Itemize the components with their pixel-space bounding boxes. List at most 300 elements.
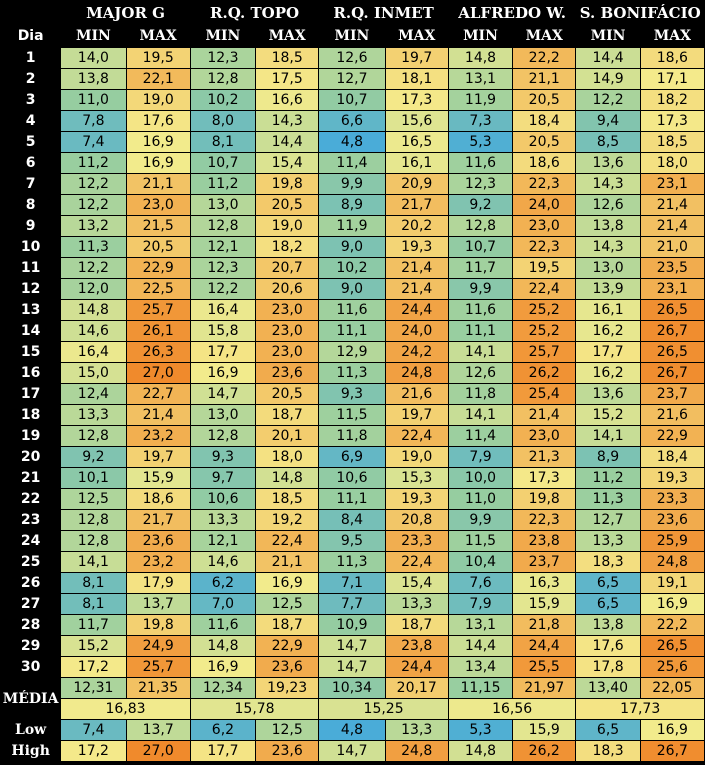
min-temperature-cell: 7,3 (448, 111, 512, 132)
day-row (1, 216, 705, 237)
day-number: 17 (1, 384, 61, 405)
day-row (1, 447, 705, 468)
min-temperature-cell: 11,2 (190, 174, 255, 195)
min-temperature-cell: 11,9 (319, 216, 385, 237)
max-temperature-cell: 17,9 (126, 573, 190, 594)
min-temperature-cell: 6,2 (190, 573, 255, 594)
max-temperature-cell: 26,5 (640, 636, 704, 657)
high-value: 23,6 (256, 741, 319, 762)
max-temperature-cell: 21,4 (513, 405, 576, 426)
min-temperature-cell: 11,1 (319, 321, 385, 342)
max-temperature-cell: 20,1 (256, 426, 319, 447)
media-value: 21,97 (513, 678, 576, 699)
min-temperature-cell: 12,8 (61, 531, 126, 552)
min-header: MIN (576, 25, 640, 48)
max-temperature-cell: 17,1 (640, 69, 704, 90)
min-temperature-cell: 6,9 (319, 447, 385, 468)
min-temperature-cell: 10,6 (190, 489, 255, 510)
high-value: 24,8 (385, 741, 448, 762)
max-temperature-cell: 26,1 (126, 321, 190, 342)
day-number: 6 (1, 153, 61, 174)
day-row (1, 531, 705, 552)
min-temperature-cell: 8,5 (576, 132, 640, 153)
media-value: 11,15 (448, 678, 512, 699)
max-temperature-cell: 18,6 (513, 153, 576, 174)
max-temperature-cell: 18,0 (256, 447, 319, 468)
day-number: 28 (1, 615, 61, 636)
min-temperature-cell: 8,1 (61, 594, 126, 615)
min-temperature-cell: 13,9 (576, 279, 640, 300)
low-value: 4,8 (319, 720, 385, 741)
max-temperature-cell: 17,3 (640, 111, 704, 132)
min-temperature-cell: 8,1 (61, 573, 126, 594)
min-temperature-cell: 11,8 (448, 384, 512, 405)
max-temperature-cell: 21,1 (513, 69, 576, 90)
media-label: MÉDIA (1, 678, 61, 720)
day-row (1, 153, 705, 174)
min-temperature-cell: 12,3 (190, 48, 255, 69)
day-number: 20 (1, 447, 61, 468)
day-row (1, 363, 705, 384)
day-row (1, 636, 705, 657)
max-temperature-cell: 14,4 (256, 132, 319, 153)
min-temperature-cell: 7,1 (319, 573, 385, 594)
min-temperature-cell: 13,1 (448, 69, 512, 90)
min-header: MIN (61, 25, 126, 48)
min-temperature-cell: 8,0 (190, 111, 255, 132)
max-temperature-cell: 20,2 (385, 216, 448, 237)
min-temperature-cell: 9,9 (448, 279, 512, 300)
station-header: R.Q. INMET (319, 1, 449, 25)
max-temperature-cell: 19,3 (385, 489, 448, 510)
max-temperature-cell: 26,3 (126, 342, 190, 363)
min-temperature-cell: 14,7 (319, 636, 385, 657)
low-row (1, 720, 705, 741)
min-header: MIN (448, 25, 512, 48)
max-temperature-cell: 18,5 (640, 132, 704, 153)
day-number: 19 (1, 426, 61, 447)
min-temperature-cell: 10,6 (319, 468, 385, 489)
max-temperature-cell: 20,5 (126, 237, 190, 258)
min-temperature-cell: 8,4 (319, 510, 385, 531)
day-row (1, 573, 705, 594)
max-temperature-cell: 19,7 (385, 48, 448, 69)
day-row (1, 237, 705, 258)
minmax-header-row (1, 25, 705, 48)
max-temperature-cell: 26,2 (513, 363, 576, 384)
max-temperature-cell: 22,5 (126, 279, 190, 300)
max-temperature-cell: 23,0 (513, 216, 576, 237)
max-temperature-cell: 21,6 (385, 384, 448, 405)
max-temperature-cell: 22,3 (513, 510, 576, 531)
min-temperature-cell: 14,9 (576, 69, 640, 90)
max-temperature-cell: 17,5 (256, 69, 319, 90)
max-temperature-cell: 21,1 (256, 552, 319, 573)
min-temperature-cell: 12,2 (576, 90, 640, 111)
low-value: 16,9 (640, 720, 704, 741)
max-temperature-cell: 22,2 (513, 48, 576, 69)
media-value: 12,31 (61, 678, 126, 699)
max-temperature-cell: 18,6 (640, 48, 704, 69)
low-label: Low (1, 720, 61, 741)
min-temperature-cell: 9,2 (448, 195, 512, 216)
media-value: 21,35 (126, 678, 190, 699)
day-number: 14 (1, 321, 61, 342)
day-row (1, 426, 705, 447)
min-temperature-cell: 12,7 (319, 69, 385, 90)
min-temperature-cell: 17,8 (576, 657, 640, 678)
min-temperature-cell: 13,0 (190, 405, 255, 426)
max-temperature-cell: 16,9 (640, 594, 704, 615)
max-temperature-cell: 24,9 (126, 636, 190, 657)
media-value: 20,17 (385, 678, 448, 699)
min-temperature-cell: 11,9 (448, 90, 512, 111)
min-temperature-cell: 12,7 (576, 510, 640, 531)
max-temperature-cell: 21,4 (385, 279, 448, 300)
day-number: 3 (1, 90, 61, 111)
min-temperature-cell: 12,8 (190, 426, 255, 447)
max-temperature-cell: 23,0 (126, 195, 190, 216)
max-header: MAX (513, 25, 576, 48)
max-temperature-cell: 18,2 (640, 90, 704, 111)
min-temperature-cell: 12,2 (61, 195, 126, 216)
min-temperature-cell: 4,8 (319, 132, 385, 153)
min-temperature-cell: 10,1 (61, 468, 126, 489)
min-temperature-cell: 13,0 (190, 195, 255, 216)
max-temperature-cell: 13,7 (126, 594, 190, 615)
media-value: 22,05 (640, 678, 704, 699)
max-temperature-cell: 22,9 (256, 636, 319, 657)
max-temperature-cell: 19,5 (126, 48, 190, 69)
max-temperature-cell: 22,7 (126, 384, 190, 405)
day-row (1, 657, 705, 678)
day-number: 9 (1, 216, 61, 237)
max-temperature-cell: 16,6 (256, 90, 319, 111)
max-temperature-cell: 23,2 (126, 552, 190, 573)
min-temperature-cell: 10,7 (319, 90, 385, 111)
min-temperature-cell: 14,7 (190, 384, 255, 405)
max-temperature-cell: 25,2 (513, 321, 576, 342)
max-temperature-cell: 20,7 (256, 258, 319, 279)
low-value: 13,3 (385, 720, 448, 741)
day-row (1, 552, 705, 573)
media-value: 13,40 (576, 678, 640, 699)
min-temperature-cell: 6,5 (576, 573, 640, 594)
max-temperature-cell: 19,2 (256, 510, 319, 531)
min-temperature-cell: 10,9 (319, 615, 385, 636)
min-temperature-cell: 9,0 (319, 279, 385, 300)
day-number: 12 (1, 279, 61, 300)
min-temperature-cell: 9,7 (190, 468, 255, 489)
min-temperature-cell: 14,4 (448, 636, 512, 657)
max-temperature-cell: 21,5 (126, 216, 190, 237)
max-temperature-cell: 21,7 (385, 195, 448, 216)
media-value: 10,34 (319, 678, 385, 699)
station-average: 15,78 (190, 699, 319, 720)
min-temperature-cell: 13,8 (576, 216, 640, 237)
high-value: 14,8 (448, 741, 512, 762)
low-value: 15,9 (513, 720, 576, 741)
max-temperature-cell: 19,8 (126, 615, 190, 636)
day-row (1, 321, 705, 342)
max-temperature-cell: 19,0 (256, 216, 319, 237)
min-temperature-cell: 14,6 (61, 321, 126, 342)
max-temperature-cell: 18,6 (126, 489, 190, 510)
min-temperature-cell: 11,7 (448, 258, 512, 279)
max-temperature-cell: 18,5 (256, 489, 319, 510)
min-temperature-cell: 15,2 (61, 636, 126, 657)
day-number: 29 (1, 636, 61, 657)
min-temperature-cell: 11,6 (319, 300, 385, 321)
min-temperature-cell: 11,4 (448, 426, 512, 447)
media-average-row (1, 699, 705, 720)
min-temperature-cell: 15,2 (576, 405, 640, 426)
max-temperature-cell: 25,4 (513, 384, 576, 405)
min-temperature-cell: 15,0 (61, 363, 126, 384)
day-number: 16 (1, 363, 61, 384)
max-temperature-cell: 21,4 (385, 258, 448, 279)
min-temperature-cell: 12,3 (190, 258, 255, 279)
min-temperature-cell: 11,6 (190, 615, 255, 636)
max-temperature-cell: 23,1 (640, 279, 704, 300)
min-temperature-cell: 16,9 (190, 657, 255, 678)
min-temperature-cell: 8,1 (190, 132, 255, 153)
min-temperature-cell: 8,9 (576, 447, 640, 468)
min-temperature-cell: 12,3 (448, 174, 512, 195)
day-number: 22 (1, 489, 61, 510)
max-temperature-cell: 25,7 (126, 657, 190, 678)
low-value: 12,5 (256, 720, 319, 741)
min-temperature-cell: 10,4 (448, 552, 512, 573)
min-temperature-cell: 11,3 (61, 237, 126, 258)
day-row (1, 174, 705, 195)
max-temperature-cell: 22,4 (256, 531, 319, 552)
max-temperature-cell: 15,3 (385, 468, 448, 489)
max-temperature-cell: 24,8 (640, 552, 704, 573)
max-temperature-cell: 18,7 (256, 615, 319, 636)
day-number: 13 (1, 300, 61, 321)
max-temperature-cell: 24,4 (385, 657, 448, 678)
max-temperature-cell: 19,8 (513, 489, 576, 510)
max-temperature-cell: 25,9 (640, 531, 704, 552)
low-value: 7,4 (61, 720, 126, 741)
max-temperature-cell: 16,1 (385, 153, 448, 174)
day-row (1, 489, 705, 510)
station-average: 17,73 (576, 699, 705, 720)
min-temperature-cell: 14,1 (61, 552, 126, 573)
max-temperature-cell: 23,0 (256, 342, 319, 363)
min-temperature-cell: 11,0 (61, 90, 126, 111)
max-temperature-cell: 24,0 (385, 321, 448, 342)
max-temperature-cell: 15,9 (126, 468, 190, 489)
max-temperature-cell: 23,0 (256, 300, 319, 321)
day-number: 23 (1, 510, 61, 531)
day-number: 1 (1, 48, 61, 69)
max-temperature-cell: 17,3 (513, 468, 576, 489)
max-temperature-cell: 26,7 (640, 321, 704, 342)
min-temperature-cell: 12,6 (448, 363, 512, 384)
min-temperature-cell: 9,5 (319, 531, 385, 552)
max-temperature-cell: 20,9 (385, 174, 448, 195)
max-temperature-cell: 25,7 (126, 300, 190, 321)
day-row (1, 615, 705, 636)
day-number: 5 (1, 132, 61, 153)
max-temperature-cell: 21,1 (126, 174, 190, 195)
day-number: 10 (1, 237, 61, 258)
max-temperature-cell: 14,3 (256, 111, 319, 132)
max-temperature-cell: 21,0 (640, 237, 704, 258)
day-row (1, 594, 705, 615)
day-row (1, 90, 705, 111)
max-temperature-cell: 24,0 (513, 195, 576, 216)
max-temperature-cell: 18,5 (256, 48, 319, 69)
media-value: 19,23 (256, 678, 319, 699)
min-temperature-cell: 9,9 (319, 174, 385, 195)
max-temperature-cell: 20,5 (256, 384, 319, 405)
max-temperature-cell: 19,7 (385, 405, 448, 426)
max-temperature-cell: 22,9 (640, 426, 704, 447)
max-temperature-cell: 16,5 (385, 132, 448, 153)
day-row (1, 132, 705, 153)
day-row (1, 69, 705, 90)
min-temperature-cell: 16,2 (576, 363, 640, 384)
min-temperature-cell: 11,7 (61, 615, 126, 636)
min-temperature-cell: 7,9 (448, 447, 512, 468)
high-value: 17,2 (61, 741, 126, 762)
day-row (1, 279, 705, 300)
max-temperature-cell: 25,6 (640, 657, 704, 678)
min-temperature-cell: 13,6 (576, 384, 640, 405)
max-temperature-cell: 20,5 (513, 90, 576, 111)
min-temperature-cell: 16,4 (61, 342, 126, 363)
day-row (1, 510, 705, 531)
station-average: 15,25 (319, 699, 449, 720)
media-value: 12,34 (190, 678, 255, 699)
day-number: 2 (1, 69, 61, 90)
min-temperature-cell: 13,0 (576, 258, 640, 279)
min-temperature-cell: 13,4 (448, 657, 512, 678)
min-temperature-cell: 14,6 (190, 552, 255, 573)
max-temperature-cell: 23,0 (513, 426, 576, 447)
min-temperature-cell: 17,7 (190, 342, 255, 363)
max-temperature-cell: 22,9 (126, 258, 190, 279)
max-temperature-cell: 19,8 (256, 174, 319, 195)
min-temperature-cell: 14,8 (448, 48, 512, 69)
corner-cell (1, 1, 61, 25)
max-temperature-cell: 26,7 (640, 363, 704, 384)
min-temperature-cell: 14,3 (576, 174, 640, 195)
min-temperature-cell: 10,7 (190, 153, 255, 174)
min-temperature-cell: 11,3 (319, 363, 385, 384)
max-temperature-cell: 15,4 (256, 153, 319, 174)
min-temperature-cell: 14,7 (319, 657, 385, 678)
min-temperature-cell: 8,9 (319, 195, 385, 216)
day-number: 25 (1, 552, 61, 573)
min-temperature-cell: 14,1 (576, 426, 640, 447)
max-temperature-cell: 21,3 (513, 447, 576, 468)
min-temperature-cell: 11,2 (576, 468, 640, 489)
min-temperature-cell: 7,7 (319, 594, 385, 615)
max-temperature-cell: 18,4 (513, 111, 576, 132)
max-temperature-cell: 14,8 (256, 468, 319, 489)
max-temperature-cell: 16,9 (126, 132, 190, 153)
min-temperature-cell: 12,9 (319, 342, 385, 363)
max-temperature-cell: 26,5 (640, 300, 704, 321)
min-temperature-cell: 13,1 (448, 615, 512, 636)
media-row (1, 678, 705, 699)
min-temperature-cell: 11,6 (448, 153, 512, 174)
max-temperature-cell: 21,4 (640, 216, 704, 237)
high-value: 26,2 (513, 741, 576, 762)
max-temperature-cell: 21,7 (126, 510, 190, 531)
max-temperature-cell: 19,7 (126, 447, 190, 468)
min-temperature-cell: 16,2 (576, 321, 640, 342)
min-temperature-cell: 12,8 (61, 426, 126, 447)
min-header: MIN (319, 25, 385, 48)
max-temperature-cell: 17,6 (126, 111, 190, 132)
min-temperature-cell: 11,8 (319, 426, 385, 447)
max-temperature-cell: 23,6 (256, 363, 319, 384)
max-temperature-cell: 23,2 (126, 426, 190, 447)
min-temperature-cell: 13,8 (61, 69, 126, 90)
min-temperature-cell: 12,1 (190, 531, 255, 552)
min-temperature-cell: 13,8 (576, 615, 640, 636)
max-temperature-cell: 20,6 (256, 279, 319, 300)
min-temperature-cell: 10,2 (190, 90, 255, 111)
high-value: 17,7 (190, 741, 255, 762)
min-temperature-cell: 14,8 (61, 300, 126, 321)
day-number: 4 (1, 111, 61, 132)
min-temperature-cell: 14,3 (576, 237, 640, 258)
min-temperature-cell: 5,3 (448, 132, 512, 153)
min-temperature-cell: 7,0 (190, 594, 255, 615)
max-temperature-cell: 24,4 (513, 636, 576, 657)
min-header: MIN (190, 25, 255, 48)
station-header: ALFREDO W. (448, 1, 576, 25)
day-row (1, 342, 705, 363)
min-temperature-cell: 11,1 (448, 321, 512, 342)
day-number: 15 (1, 342, 61, 363)
day-number: 30 (1, 657, 61, 678)
max-temperature-cell: 25,5 (513, 657, 576, 678)
min-temperature-cell: 11,3 (319, 552, 385, 573)
day-number: 18 (1, 405, 61, 426)
max-temperature-cell: 22,2 (640, 615, 704, 636)
min-temperature-cell: 7,6 (448, 573, 512, 594)
max-temperature-cell: 22,3 (513, 237, 576, 258)
max-temperature-cell: 19,3 (640, 468, 704, 489)
max-temperature-cell: 18,0 (640, 153, 704, 174)
max-temperature-cell: 16,9 (256, 573, 319, 594)
day-row (1, 384, 705, 405)
max-temperature-cell: 22,4 (513, 279, 576, 300)
day-number: 26 (1, 573, 61, 594)
max-temperature-cell: 21,6 (640, 405, 704, 426)
max-header: MAX (126, 25, 190, 48)
min-temperature-cell: 18,3 (576, 552, 640, 573)
max-temperature-cell: 12,5 (256, 594, 319, 615)
min-temperature-cell: 7,4 (61, 132, 126, 153)
max-temperature-cell: 18,7 (256, 405, 319, 426)
min-temperature-cell: 14,1 (448, 405, 512, 426)
day-number: 21 (1, 468, 61, 489)
station-average: 16,83 (61, 699, 191, 720)
max-temperature-cell: 23,7 (640, 384, 704, 405)
min-temperature-cell: 14,4 (576, 48, 640, 69)
min-temperature-cell: 12,8 (190, 216, 255, 237)
min-temperature-cell: 10,0 (448, 468, 512, 489)
max-temperature-cell: 25,7 (513, 342, 576, 363)
